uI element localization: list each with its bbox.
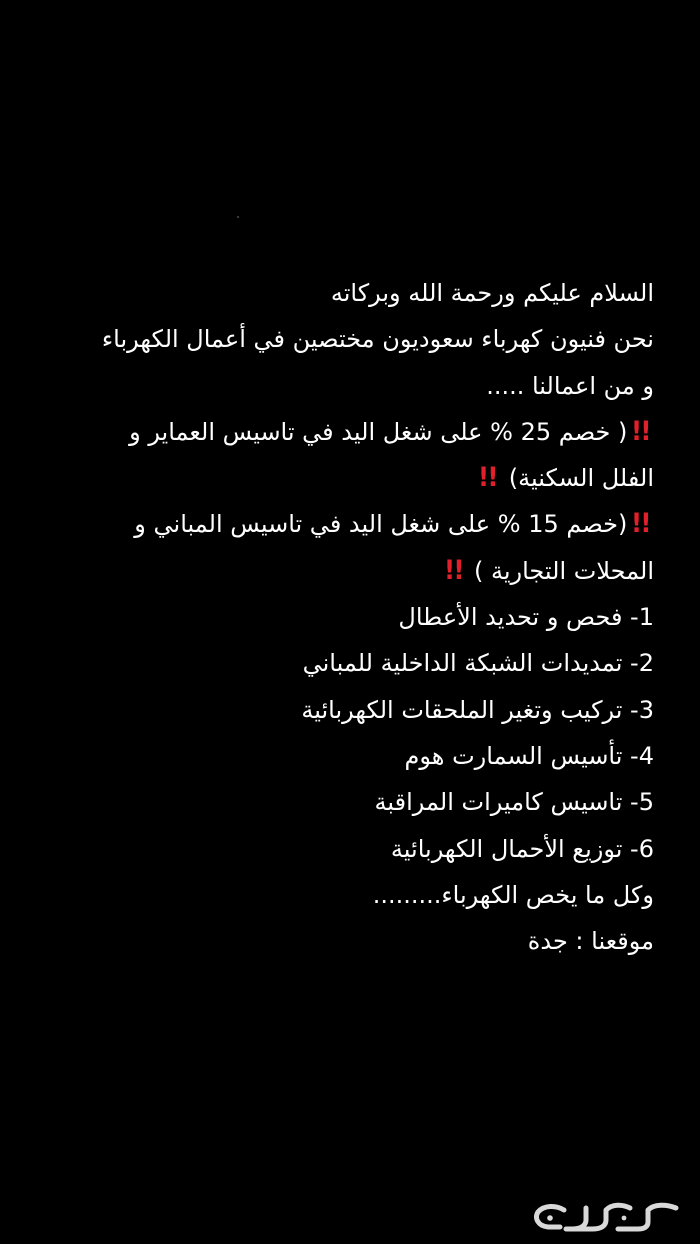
double-exclamation-icon: !! [631,415,650,447]
offer1-line2-text: الفلل السكنية) [508,464,654,493]
offer1-line1-text: ( خصم 25 % على شغل اليد في تاسيس العماير و [129,417,628,446]
speck-dot [237,216,239,218]
double-exclamation-icon: !! [443,554,463,586]
works-intro-line: و من اعمالنا ..... [486,371,654,400]
service-item: 3- تركيب وتغير الملحقات الكهربائية [301,695,654,724]
double-exclamation-icon: !! [478,462,498,494]
location-line: موقعنا : جدة [527,927,654,956]
offer2-line1 [34,501,654,547]
service-item: 4- تأسيس السمارت هوم [404,741,654,770]
intro-line: نحن فنيون كهرباء سعوديون مختصين في أعمال الكهرباء [101,325,654,354]
double-exclamation-icon: !! [631,508,650,540]
service-item: 6- توزيع الأحمال الكهربائية [390,834,654,863]
offer1-line1 [34,409,654,455]
offer2-line1-text: (خصم 15 % على شغل اليد في تاسيس المباني و [134,510,628,539]
offer2-line2-text: المحلات التجارية ) [473,556,654,585]
greeting-line: السلام عليكم ورحمة الله وبركاته [330,279,654,307]
haraj-watermark-logo [526,1196,686,1236]
service-item: 5- تاسيس كاميرات المراقبة [374,788,654,817]
service-item: 1- فحص و تحديد الأعطال [398,603,654,632]
offer2-line2 [34,548,654,594]
note-body [34,270,654,964]
haraj-logo-icon [526,1196,686,1236]
service-item: 2- تمديدات الشبكة الداخلية للمباني [302,649,654,678]
closing-line: وكل ما يخص الكهرباء......... [372,880,654,909]
offer1-line2 [34,455,654,501]
